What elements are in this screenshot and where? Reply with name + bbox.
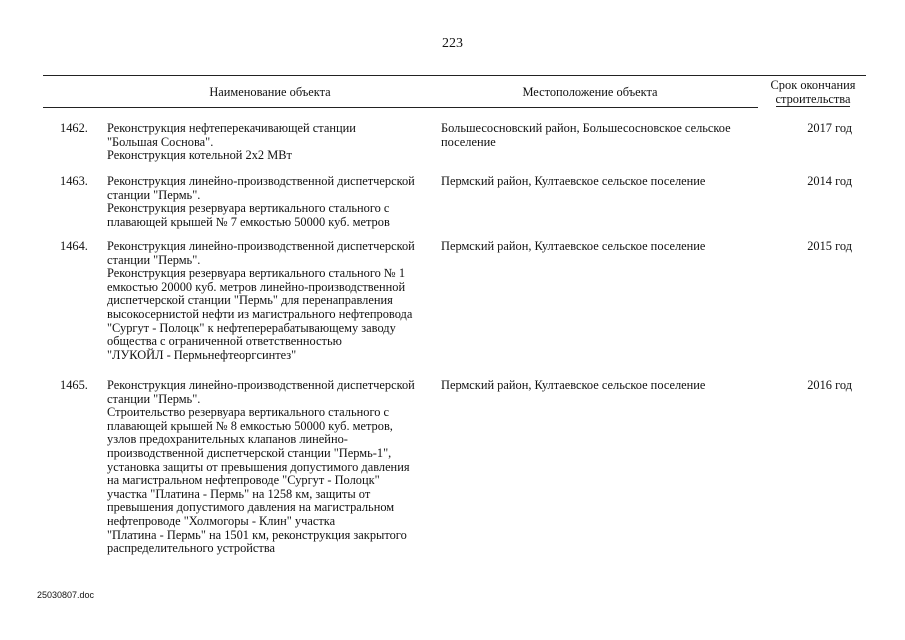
- completion-year: 2014 год: [807, 174, 852, 188]
- row-number: 1464.: [60, 239, 88, 253]
- header-term: Срок окончания строительства: [770, 78, 856, 106]
- header-bottom-rule: [43, 107, 758, 108]
- completion-year: 2016 год: [807, 378, 852, 392]
- completion-year: 2015 год: [807, 239, 852, 253]
- page-number: 223: [442, 36, 463, 51]
- object-location: Пермский район, Култаевское сельское поселение: [441, 378, 706, 392]
- row-number: 1462.: [60, 121, 88, 135]
- object-name: Реконструкция линейно-производственной диспетчерской станции "Пермь". Реконструкция резервуара вертикального стального с плавающей крышей № 7 емкостью 50000 куб. метров: [107, 174, 415, 229]
- object-location: Пермский район, Култаевское сельское поселение: [441, 239, 706, 253]
- object-name: Реконструкция линейно-производственной диспетчерской станции "Пермь". Строительство резервуара вертикального стального с плавающей крышей № 8 емкостью 50000 куб. метров, узлов предохранительных клапанов линейно- производственной диспетчерской станции "Пермь-1", установка защиты от превышения допустимого давления на магистральном нефтепроводе "Сургут - Полоцк" участка "Платина - Пермь" на 1258 км, защиты от превышения допустимого давления на магистральном нефтепроводе "Холмогоры - Клин" участка "Платина - Пермь" на 1501 км, реконструкция закрытого распределительного устройства: [107, 378, 415, 556]
- row-number: 1463.: [60, 174, 88, 188]
- row-number: 1465.: [60, 378, 88, 392]
- document-code: 25030807.doc: [37, 590, 95, 600]
- object-name: Реконструкция линейно-производственной диспетчерской станции "Пермь". Реконструкция резервуара вертикального стального № 1 емкостью 20000 куб. метров линейно-производственной диспетчерской станции "Пермь" для перенаправления высокосернистой нефти из магистрального нефтепровода "Сургут - Полоцк" к нефтеперерабатывающему заводу общества с ограниченной ответственностью "ЛУКОЙЛ - Пермьнефтеоргсинтез": [107, 239, 415, 362]
- completion-year: 2017 год: [807, 121, 852, 135]
- object-location: Большесосновский район, Большесосновское сельское поселение: [441, 121, 731, 149]
- object-name: Реконструкция нефтеперекачивающей станции "Большая Соснова". Реконструкция котельной 2х2 МВт: [107, 121, 356, 163]
- header-name: Наименование объекта: [209, 85, 331, 99]
- object-location: Пермский район, Култаевское сельское поселение: [441, 174, 706, 188]
- header-location: Местоположение объекта: [522, 85, 658, 99]
- table-top-rule: [43, 75, 866, 76]
